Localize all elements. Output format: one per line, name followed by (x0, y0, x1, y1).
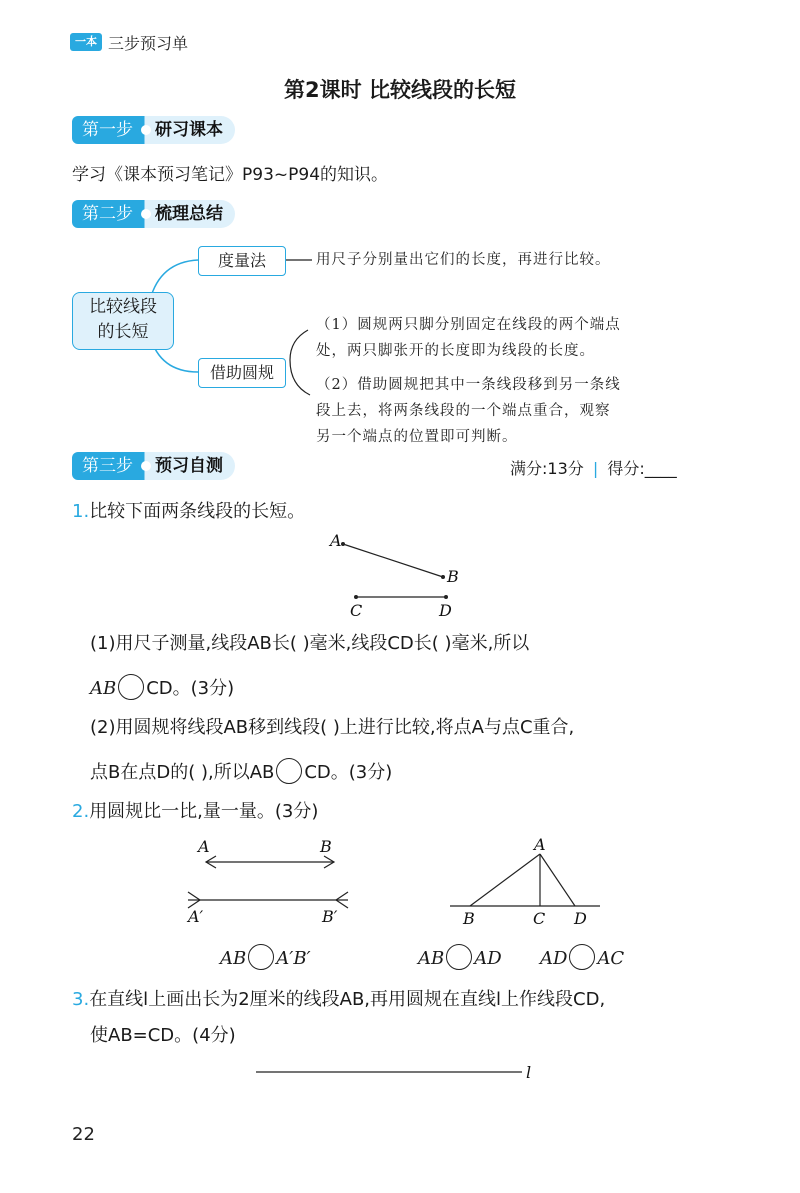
tri-label-c: C (533, 909, 546, 928)
q3-line2: 使AB=CD。(4分) (90, 1025, 236, 1046)
cmp3-left: AD (540, 948, 568, 969)
brand-logo: 一本 (70, 33, 102, 51)
label-b: B (320, 837, 332, 856)
q1-part1-line1: (1)用尺子测量,线段AB长( )毫米,线段CD长( )毫米,所以 (90, 633, 530, 654)
tri-label-d: D (574, 909, 587, 928)
center-line2: 的长短 (97, 322, 149, 342)
q1-p2-cd: CD。(3分) (304, 762, 393, 783)
line-label-l: l (526, 1063, 532, 1082)
step2-name: 梳理总结 (153, 200, 235, 228)
q1-p2-text: 点B在点D的( ),所以AB (90, 762, 275, 783)
tri-label-b: B (463, 909, 475, 928)
step2-tag: 第二步 (72, 200, 141, 228)
q2-compare-3 (540, 944, 624, 971)
label-a-prime: A′ (188, 907, 204, 926)
label-d: D (439, 601, 452, 620)
cmp2-right: AD (474, 948, 502, 969)
tri-label-a: A (534, 835, 546, 854)
book-title: 三步预习单 (108, 33, 189, 53)
step1-tag: 第一步 (72, 116, 141, 144)
q3-line1 (72, 988, 605, 1012)
compass-desc-2b: 段上去，将两条线段的一个端点重合，观察 (316, 403, 611, 419)
compare-blank[interactable] (118, 674, 144, 700)
cmp1-left: AB (220, 948, 247, 969)
q1-cd: CD。(3分) (146, 678, 235, 699)
q3-text: 在直线l上画出长为2厘米的线段AB,再用圆规在直线l上作线段CD, (89, 989, 606, 1010)
q2-figures (180, 830, 620, 930)
step1-text: 学习《课本预习笔记》P93~P94的知识。 (72, 165, 389, 185)
cmp2-left: AB (418, 948, 445, 969)
q1-stem (72, 500, 305, 524)
score-divider: | (592, 459, 599, 478)
label-b: B (447, 567, 459, 586)
label-a: A (330, 531, 342, 550)
method-compass-desc (316, 312, 656, 450)
q1-part2-line2 (90, 758, 392, 785)
q1-text: 比较下面两条线段的长短。 (89, 501, 306, 522)
label-a: A (198, 837, 210, 856)
cmp3-right: AC (597, 948, 625, 969)
q1-part1-line2 (90, 674, 234, 701)
q1-part2-line1: (2)用圆规将线段AB移到线段( )上进行比较,将点A与点C重合, (90, 717, 575, 738)
cmp1-right: A′B′ (276, 948, 311, 969)
center-line1: 比较线段 (89, 297, 157, 317)
page-number: 22 (72, 1124, 95, 1145)
compare-blank[interactable] (446, 944, 472, 970)
q1-ab: AB (90, 678, 117, 699)
q1-number: 1. (72, 501, 90, 522)
label-b-prime: B′ (322, 907, 338, 926)
q3-number: 3. (72, 989, 90, 1010)
q2-text: 用圆规比一比,量一量。(3分) (89, 801, 319, 822)
score-line (510, 456, 677, 479)
compass-desc-1a: （1）圆规两只脚分别固定在线段的两个端点 (316, 317, 621, 333)
step-separator (141, 452, 153, 480)
q1-figure (300, 530, 500, 625)
got-score: 得分:____ (607, 459, 677, 478)
lesson-title: 第2课时 比较线段的长短 (284, 78, 516, 102)
label-c: C (350, 601, 363, 620)
compare-blank[interactable] (569, 944, 595, 970)
full-score: 满分:13分 (510, 459, 584, 478)
q3-line-l (250, 1056, 550, 1086)
method-measure-desc: 用尺子分别量出它们的长度，再进行比较。 (316, 252, 611, 268)
q2-number: 2. (72, 801, 90, 822)
method-measure: 度量法 (198, 246, 286, 276)
method-compass: 借助圆规 (198, 358, 286, 388)
compare-blank[interactable] (248, 944, 274, 970)
mindmap-center (72, 292, 174, 350)
step3-tag: 第三步 (72, 452, 141, 480)
step3-heading (72, 452, 235, 480)
q2-compare-1 (220, 944, 311, 971)
q2-compare-2 (418, 944, 502, 971)
compass-desc-2c: 另一个端点的位置即可判断。 (316, 429, 518, 445)
compass-desc-2a: （2）借助圆规把其中一条线段移到另一条线 (316, 377, 621, 393)
compare-blank[interactable] (276, 758, 302, 784)
compass-desc-1b: 处，两只脚张开的长度即为线段的长度。 (316, 343, 595, 359)
step1-name: 研习课本 (153, 116, 235, 144)
step3-name: 预习自测 (153, 452, 235, 480)
q2-stem (72, 800, 318, 824)
